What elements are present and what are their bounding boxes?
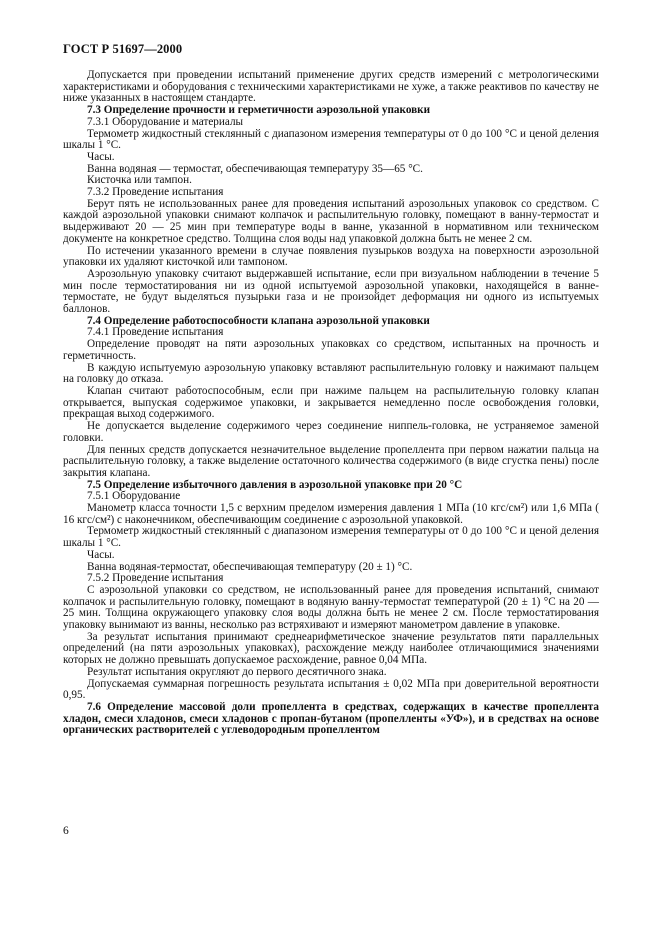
paragraph: Допускается при проведении испытаний применение других средств измерений с метрологическими характеристиками и оборудования с техническими характеристиками не хуже, а также реактивов по качеству не ниже указанных в настоящем стандарте.: [63, 69, 599, 105]
paragraph: Ванна водяная — термостат, обеспечивающая температуру 35—65 °С.: [87, 162, 423, 175]
subsection-heading: 7.5.2 Проведение испытания: [87, 572, 224, 585]
document-body: [63, 70, 599, 737]
subsection-heading: 7.3.1 Оборудование и материалы: [87, 115, 244, 128]
paragraph: Определение проводят на пяти аэрозольных упаковках со средством, испытанных на прочность и герметичность.: [63, 338, 599, 362]
paragraph: С аэрозольной упаковки со средством, не использованный ранее для проведения испытаний, снимают колпачок и распылительную головку, помещают в водяную ванну-термостат температурой (20 ± 1) °С на 20 — 25 мин. Толщина окружающего упаковку слоя воды должна быть не менее 2 см. После термостатирования упаковку вынимают из ванны, несколько раз встряхивают и измеряют манометром давление в упаковке.: [63, 583, 599, 632]
document-header: ГОСТ Р 51697—2000: [63, 42, 183, 56]
paragraph: Берут пять не использованных ранее для проведения испытаний аэрозольных упаковок со средством. С каждой аэрозольной упаковки снимают колпачок и распылительную головку, помещают в ванну-термостат и выдерживают 20 — 25 мин при температуре воды в ванне, указанной в нормативном или техническом документе на конкретное средство. Толщина слоя воды над упаковкой должна быть не менее 2 см.: [63, 197, 599, 245]
paragraph: За результат испытания принимают среднеарифметическое значение результатов пяти параллельных определений (на пяти аэрозольных упаковках), расхождение между наиболее отличающимися значениями которых не должно превышать допускаемое расхождение, равное 0,04 МПа.: [63, 630, 599, 667]
paragraph: Манометр класса точности 1,5 с верхним пределом измерения давления 1 МПа (10 кгс/см²) или 1,6 МПа ( 16 кгс/см²) с наконечником, обеспечивающим соединение с аэрозольной упаковкой.: [63, 502, 599, 526]
paragraph: Термометр жидкостный стеклянный с диапазоном измерения температуры от 0 до 100 °С и ценой деления шкалы 1 °С.: [63, 525, 599, 550]
paragraph: Клапан считают работоспособным, если при нажиме пальцем на распылительную головку клапан открывается, выпуская содержимое упаковки, и закрывается немедленно после освобождения головки, прекращая выход содержимого.: [63, 384, 599, 421]
paragraph: Кисточка или тампон.: [87, 174, 192, 187]
paragraph: В каждую испытуемую аэрозольную упаковку вставляют распылительную головку и нажимают пальцем на головку до отказа.: [63, 361, 599, 386]
page-number: 6: [63, 825, 69, 837]
paragraph: Ванна водяная-термостат, обеспечивающая температуру (20 ± 1) °С.: [87, 560, 413, 573]
paragraph: Часы.: [87, 548, 115, 561]
paragraph: Для пенных средств допускается незначительное выделение пропеллента при первом нажатии пальца на распылительную головку, а также выделение остаточного количества содержимого (в виде сгустка пены) после закрытия клапана.: [63, 443, 599, 479]
subsection-heading: 7.3.2 Проведение испытания: [87, 186, 224, 199]
paragraph: Аэрозольную упаковку считают выдержавшей испытание, если при визуальном наблюдении в течение 5 мин после термостатирования ни из одной испытуемой аэрозольной упаковки, находящейся в ванне-термостате, не будут выделяться пузырьки газа и не произойдет деформация ни одного из испытуемых баллонов.: [63, 267, 599, 316]
subsection-heading: 7.4.1 Проведение испытания: [87, 326, 224, 339]
paragraph: Результат испытания округляют до первого десятичного знака.: [87, 665, 387, 678]
section-heading: 7.5 Определение избыточного давления в аэрозольной упаковке при 20 °С: [87, 478, 463, 491]
paragraph: По истечении указанного времени в случае появления пузырьков воздуха на поверхности аэрозольной упаковки их удаляют кисточкой или тампоном.: [63, 244, 599, 269]
paragraph: Часы.: [87, 150, 115, 163]
subsection-heading: 7.5.1 Оборудование: [87, 490, 181, 503]
section-heading: 7.6 Определение массовой доли пропеллента в средствах, содержащих в качестве пропеллента хладон, смеси хладонов, смеси хладонов с пропан-бутаном (пропелленты «УФ»), и в средствах на основе органических растворителей с углеводородным пропеллентом: [63, 700, 599, 737]
section-heading: 7.4 Определение работоспособности клапана аэрозольной упаковки: [87, 314, 430, 327]
section-heading: 7.3 Определение прочности и герметичности аэрозольной упаковки: [87, 104, 431, 117]
paragraph: Не допускается выделение содержимого через соединение ниппель-головка, не устраняемое заменой головки.: [63, 420, 599, 444]
paragraph: Допускаемая суммарная погрешность результата испытания ± 0,02 МПа при доверительной вероятности 0,95.: [63, 677, 599, 702]
paragraph: Термометр жидкостный стеклянный с диапазоном измерения температуры от 0 до 100 °С и ценой деления шкалы 1 °С.: [63, 127, 599, 152]
